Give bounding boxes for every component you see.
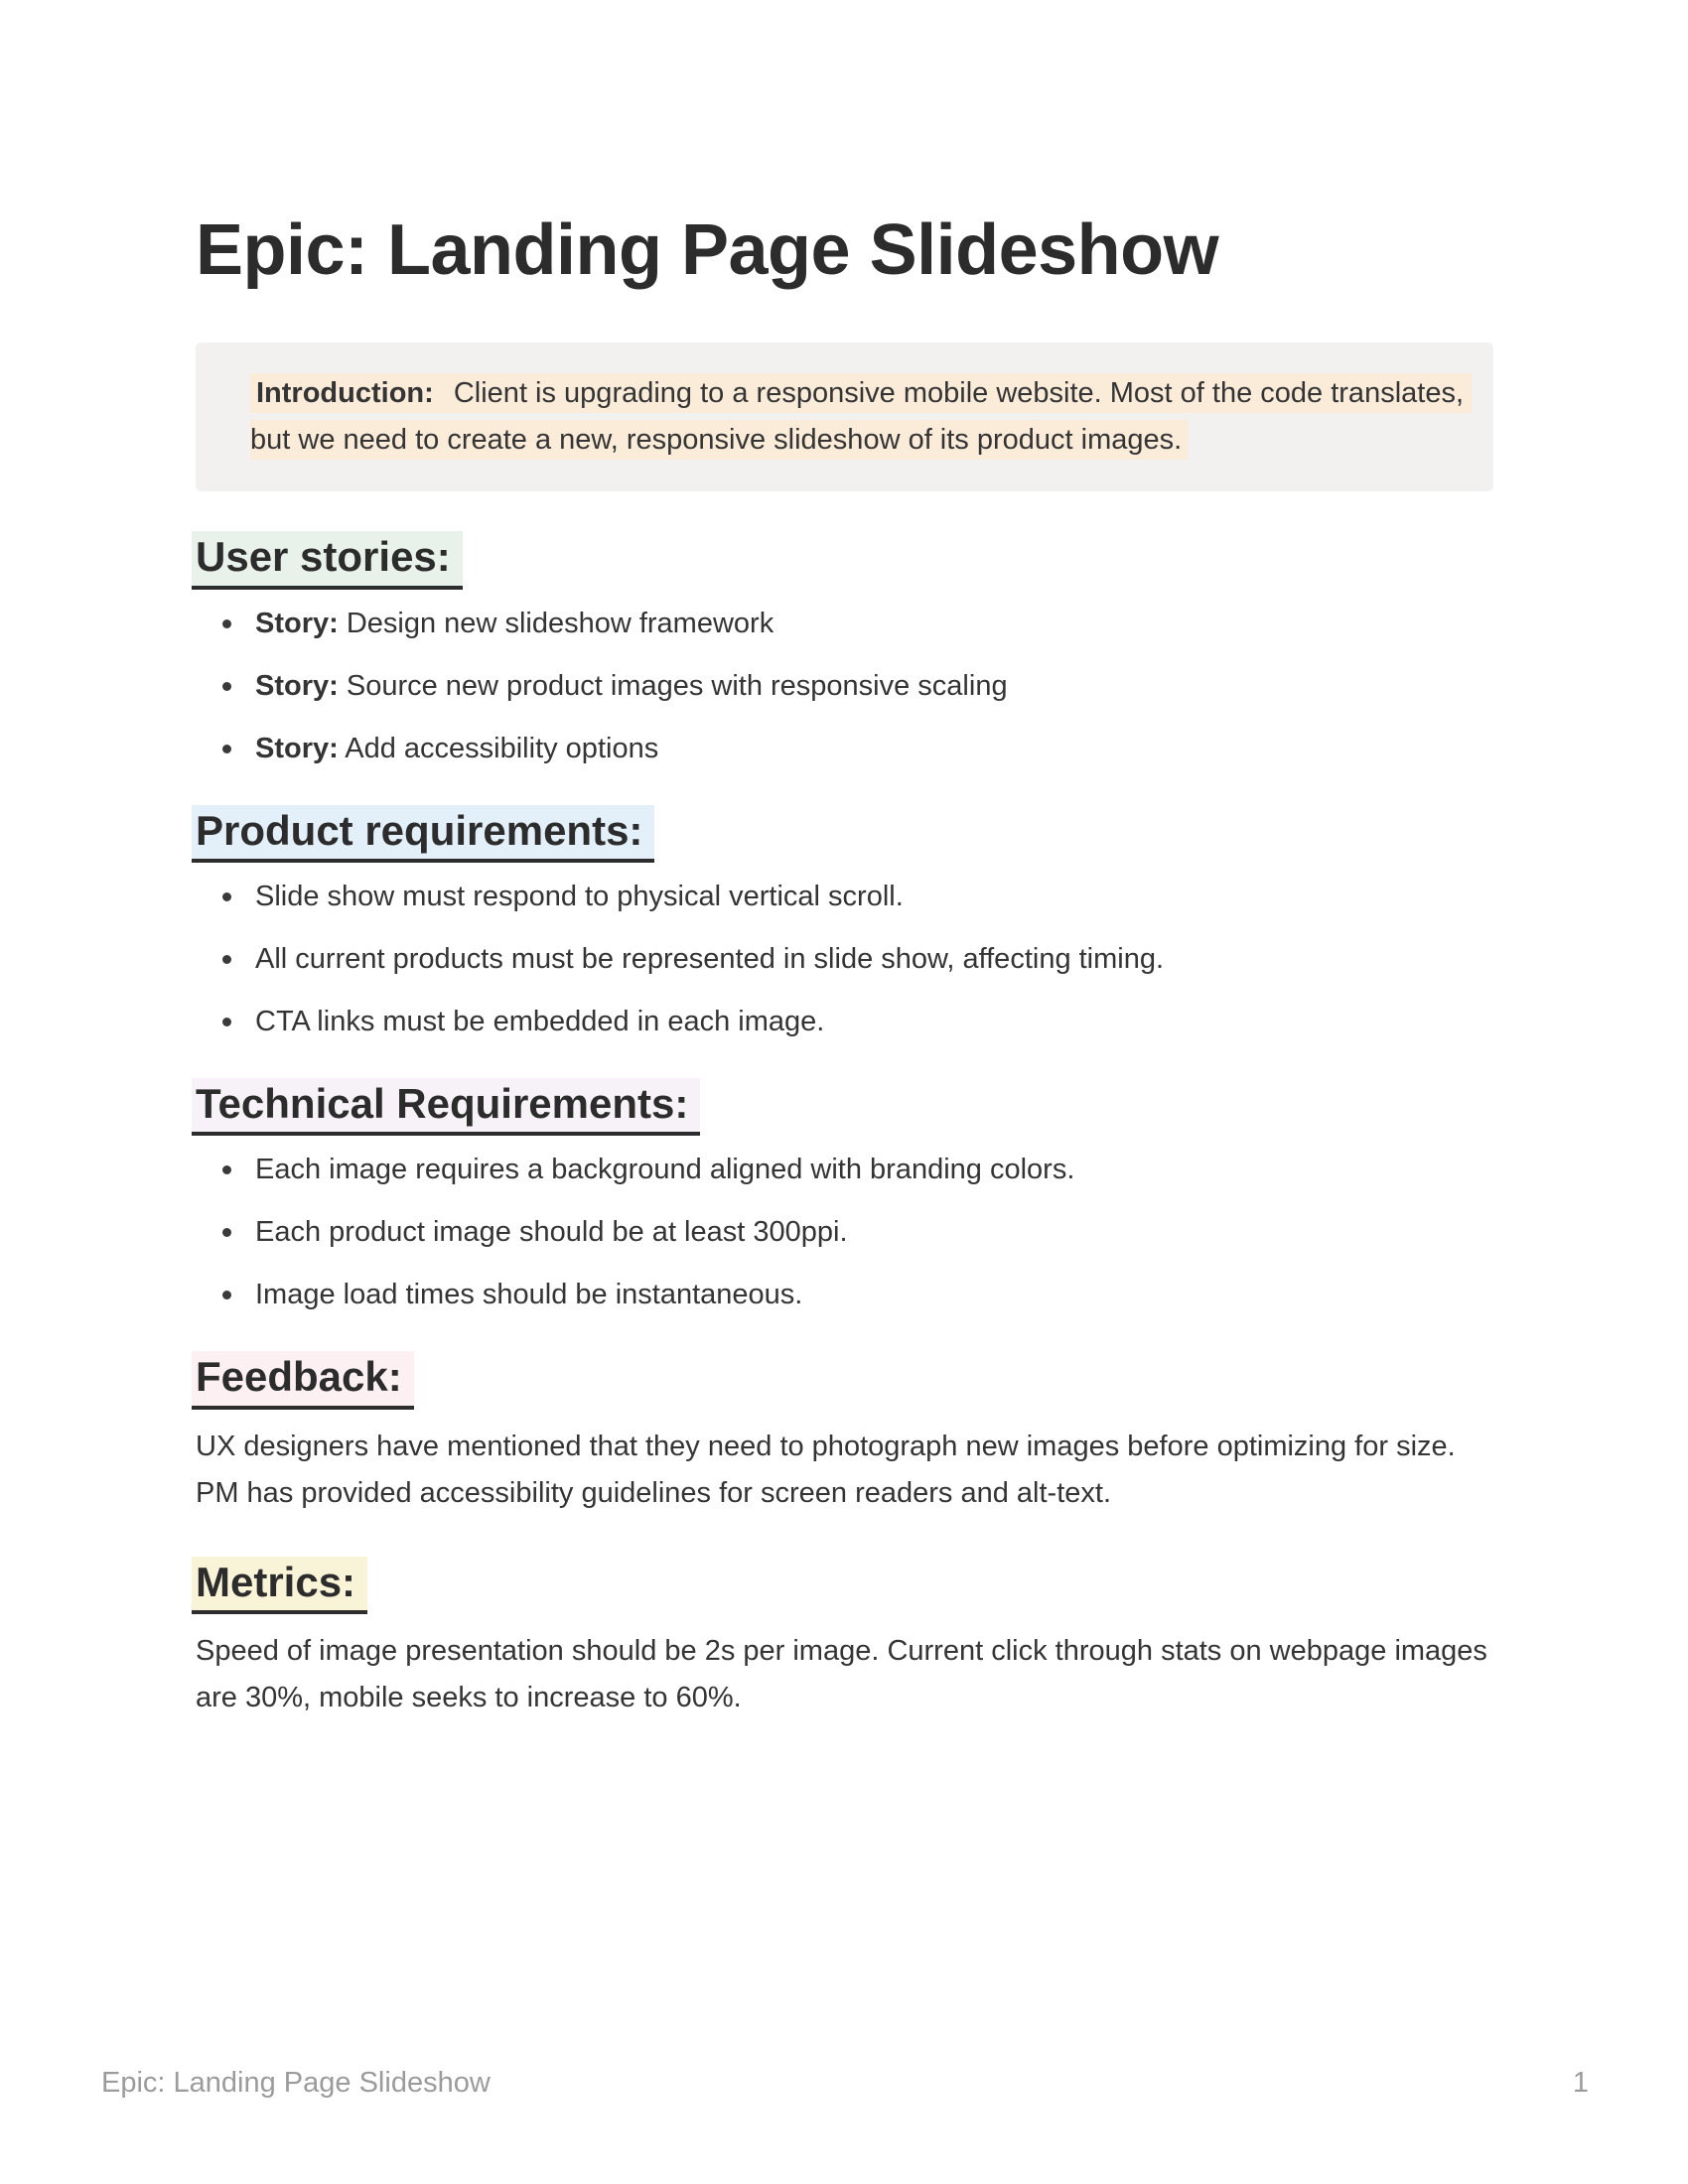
- bullet-text: Slide show must respond to physical vertical scroll.: [255, 880, 904, 912]
- bullet-bold-label: Story:: [255, 732, 339, 764]
- section-heading: [196, 1078, 1493, 1136]
- document-content: [196, 0, 1493, 1721]
- footer-document-title: Epic: Landing Page Slideshow: [101, 2067, 491, 2099]
- section-technical-requirements: [196, 1078, 1493, 1311]
- bullet-icon: [222, 682, 231, 691]
- bullet-icon: [222, 892, 231, 901]
- list-item: [196, 670, 1493, 703]
- list-item: [196, 1006, 1493, 1038]
- technical-requirements-list: [196, 1154, 1493, 1311]
- product-requirements-list: [196, 881, 1493, 1038]
- list-item: [196, 1279, 1493, 1311]
- section-heading: [196, 1557, 1493, 1614]
- technical-requirements-heading: Technical Requirements:: [192, 1078, 700, 1136]
- feedback-heading: Feedback:: [192, 1351, 414, 1409]
- introduction-label: Introduction:: [250, 373, 440, 413]
- introduction-callout-box: [196, 342, 1493, 491]
- list-item: [196, 1216, 1493, 1249]
- introduction-paragraph: [250, 370, 1471, 464]
- metrics-paragraph: Speed of image presentation should be 2s per image. Current click through stats on webpage images are 30%, mobile seeks to increase to 60%.: [196, 1634, 1495, 1713]
- section-heading: [196, 1351, 1493, 1409]
- section-user-stories: [196, 531, 1493, 764]
- page-title: Epic: Landing Page Slideshow: [196, 210, 1219, 290]
- bullet-icon: [222, 745, 231, 753]
- user-stories-list: [196, 608, 1493, 765]
- bullet-icon: [222, 955, 231, 964]
- bullet-icon: [222, 619, 231, 628]
- bullet-text: Design new slideshow framework: [338, 607, 774, 639]
- list-item: [196, 1154, 1493, 1186]
- introduction-text: Client is upgrading to a responsive mobile website. Most of the code translates, but we need to create a new, responsive slideshow of its product images.: [250, 373, 1472, 460]
- feedback-paragraph: UX designers have mentioned that they need to photograph new images before optimizing for size. PM has provided accessibility guidelines for screen readers and alt-text.: [196, 1430, 1472, 1509]
- bullet-bold-label: Story:: [255, 607, 339, 639]
- bullet-icon: [222, 1228, 231, 1237]
- metrics-heading: Metrics:: [192, 1557, 367, 1614]
- footer-page-number: 1: [1572, 2067, 1589, 2099]
- list-item: [196, 881, 1493, 913]
- section-product-requirements: [196, 805, 1493, 1038]
- product-requirements-heading: Product requirements:: [192, 805, 654, 863]
- bullet-icon: [222, 1165, 231, 1174]
- bullet-text: Source new product images with responsive scaling: [338, 669, 1008, 702]
- list-item: [196, 608, 1493, 640]
- bullet-text: Add accessibility options: [338, 732, 659, 764]
- bullet-text: Each product image should be at least 300ppi.: [255, 1216, 848, 1249]
- page-footer: [101, 2067, 1589, 2100]
- bullet-bold-label: Story:: [255, 669, 339, 702]
- bullet-text: CTA links must be embedded in each image.: [255, 1005, 825, 1037]
- bullet-icon: [222, 1018, 231, 1026]
- list-item: [196, 733, 1493, 765]
- bullet-text: Each image requires a background aligned with branding colors.: [255, 1154, 1075, 1186]
- user-stories-heading: User stories:: [192, 531, 463, 589]
- bullet-text: All current products must be represented in slide show, affecting timing.: [255, 942, 1165, 975]
- bullet-icon: [222, 1291, 231, 1299]
- section-metrics: [196, 1557, 1493, 1721]
- list-item: [196, 943, 1493, 976]
- section-heading: [196, 805, 1493, 863]
- bullet-text: Image load times should be instantaneous.: [255, 1279, 803, 1311]
- section-heading: [196, 531, 1493, 589]
- section-feedback: [196, 1351, 1493, 1516]
